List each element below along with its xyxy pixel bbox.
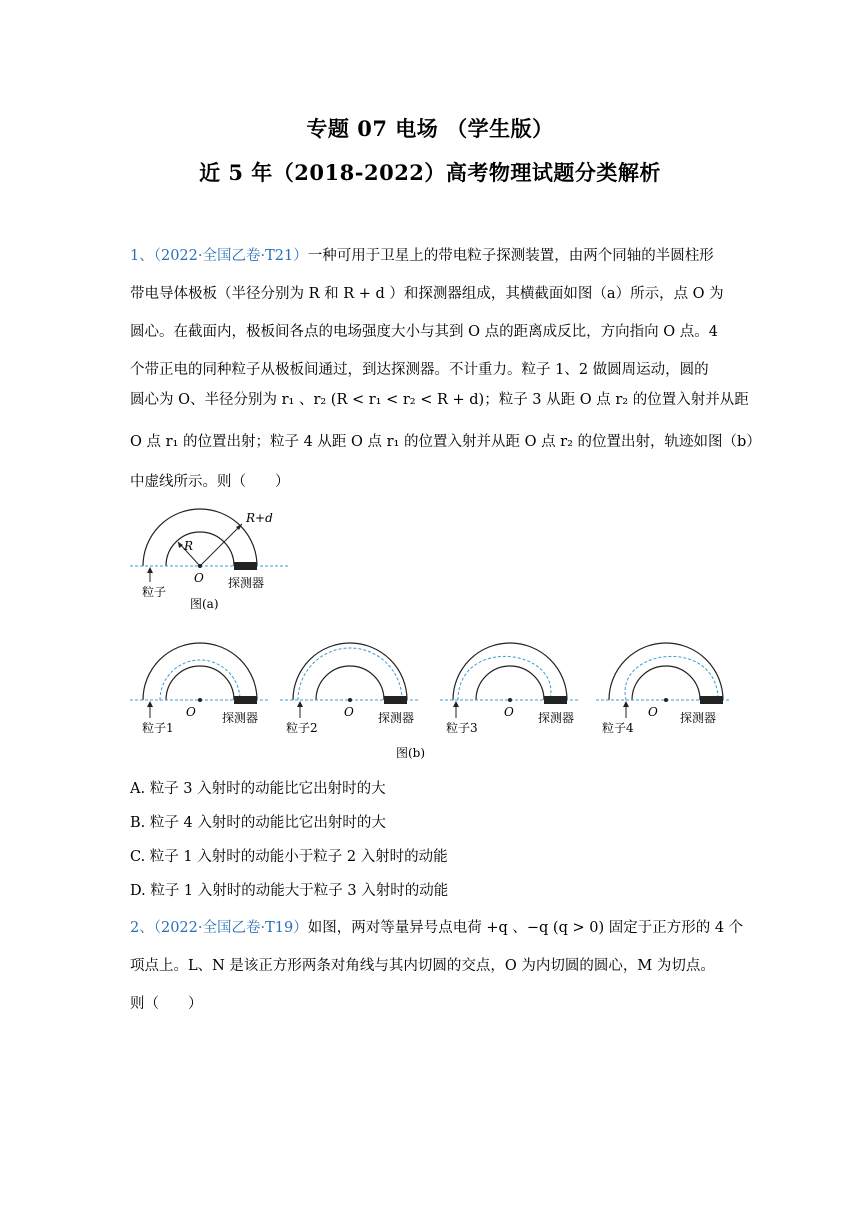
q2-source-tag: （2022·全国乙卷·T19） xyxy=(153,920,308,936)
label-Rd: R+d xyxy=(246,511,273,525)
detector xyxy=(234,562,257,570)
panel-1-detector-label: 探测器 xyxy=(222,711,259,725)
panel-4-detector-label: 探测器 xyxy=(680,711,717,725)
panel-particle-4 xyxy=(596,643,730,735)
panel-3-particle-label: 粒子3 xyxy=(446,721,478,735)
panel-particle-1 xyxy=(130,643,270,735)
panel-3-O: O xyxy=(504,705,514,719)
q1-text: 一种可用于卫星上的带电粒子探测装置，由两个同轴的半圆柱形 xyxy=(307,248,714,264)
panel-4-particle-label: 粒子4 xyxy=(602,721,634,735)
figure-a xyxy=(130,500,290,620)
option-b: B. 粒子 4 入射时的动能比它出射时的大 xyxy=(130,815,386,831)
q1-line-5: 圆心为 O、半径分别为 r₁ 、r₂ (R < r₁ < r₂ < R + d)；粒子 3 从距 O 点 r₂ 的位置入射并从距 xyxy=(130,392,749,408)
label-R: R xyxy=(184,539,194,553)
panel-3-detector-label: 探测器 xyxy=(538,711,575,725)
panel-particle-2 xyxy=(280,643,420,735)
label-particle: 粒子 xyxy=(142,585,167,599)
q2-text: 如图，两对等量异号点电荷 +q 、−q (q > 0) 固定于正方形的 4 个 xyxy=(307,920,744,936)
inner-plate xyxy=(166,532,234,566)
title-line-1: 专题 07 电场 （学生版） xyxy=(306,116,554,141)
radius-Rd-arrow xyxy=(200,524,242,566)
center-point xyxy=(198,564,202,568)
trajectory-3 xyxy=(458,656,551,700)
panel-particle-3 xyxy=(440,643,580,735)
caption-b: 图(b) xyxy=(396,746,426,760)
label-O: O xyxy=(194,571,204,585)
label-detector: 探测器 xyxy=(228,576,265,590)
q1-line-3: 圆心。在截面内，极板间各点的电场强度大小与其到 O 点的距离成反比，方向指向 O 点。4 xyxy=(130,324,718,340)
q1-source-tag: （2022·全国乙卷·T21） xyxy=(153,248,308,264)
q2-number: 2、 xyxy=(130,920,154,936)
panel-2-detector-label: 探测器 xyxy=(378,711,415,725)
figure-b xyxy=(130,640,730,765)
trajectory-4 xyxy=(625,656,718,700)
option-a: A. 粒子 3 入射时的动能比它出射时的大 xyxy=(130,781,386,797)
panel-1-particle-label: 粒子1 xyxy=(142,721,174,735)
panel-1-O: O xyxy=(186,705,196,719)
q2-line-1 xyxy=(130,916,743,937)
q1-number: 1、 xyxy=(130,248,154,264)
q1-line-1 xyxy=(130,244,714,265)
title-line-2: 近 5 年（2018-2022）高考物理试题分类解析 xyxy=(199,160,661,185)
q2-line-2: 项点上。L、N 是该正方形两条对角线与其内切圆的交点，O 为内切圆的圆心，M 为切点。 xyxy=(130,958,715,974)
panel-2-particle-label: 粒子2 xyxy=(286,721,318,735)
panel-4-O: O xyxy=(648,705,658,719)
panel-2-O: O xyxy=(344,705,354,719)
q1-line-2: 带电导体极板（半径分别为 R 和 R + d ）和探测器组成，其横截面如图（a）所示，点 O 为 xyxy=(130,286,724,302)
outer-plate xyxy=(143,509,257,566)
q1-line-7: 中虚线所示。则（ ） xyxy=(130,474,290,490)
option-d: D. 粒子 1 入射时的动能大于粒子 3 入射时的动能 xyxy=(130,883,449,899)
q2-line-3: 则（ ） xyxy=(130,996,203,1012)
q1-line-4: 个带正电的同种粒子从极板间通过，到达探测器。不计重力。粒子 1、2 做圆周运动，圆的 xyxy=(130,362,709,378)
option-c: C. 粒子 1 入射时的动能小于粒子 2 入射时的动能 xyxy=(130,849,448,865)
caption-a: 图(a) xyxy=(190,597,219,611)
q1-line-6: O 点 r₁ 的位置出射；粒子 4 从距 O 点 r₁ 的位置入射并从距 O 点 r₂ 的位置出射，轨迹如图（b） xyxy=(130,434,761,450)
